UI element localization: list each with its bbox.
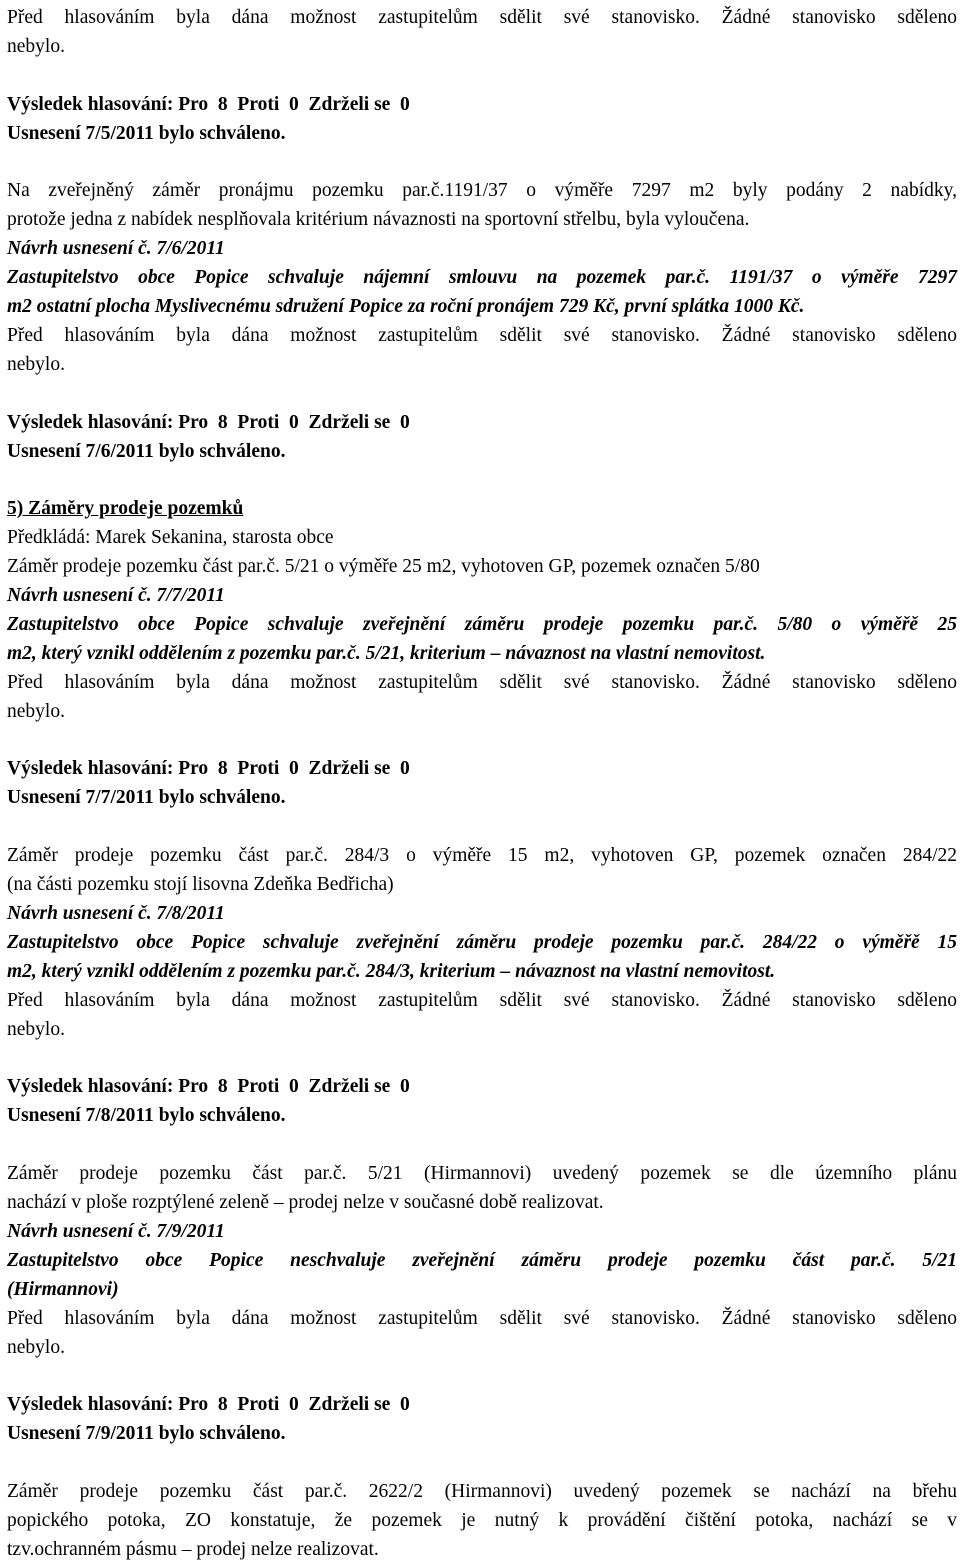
resolution-approved [7, 1420, 957, 1449]
decision-text: (Hirmannovi) [7, 1278, 119, 1300]
resolution-approved [7, 784, 957, 813]
decision-text: Zastupitelstvo obce Popice schvaluje nájemní smlouvu na pozemek par.č. 1191/37 o výměře 7297 [7, 267, 957, 289]
approved-suffix: bylo schváleno. [158, 787, 286, 809]
intro-text: nachází v ploše rozptýlené zeleně – prodej nelze v současné době realizovat. [7, 1192, 604, 1214]
resolution-proposal: Návrh usnesení č. 7/9/2011 [7, 1220, 225, 1242]
intro-text: Záměr prodeje pozemku část par.č. 5/21 o výměře 25 m2, vyhotoven GP, pozemek označen 5/80 [7, 556, 760, 578]
resolution-approved [7, 120, 957, 149]
spacer [7, 62, 957, 91]
spacer [7, 1449, 957, 1478]
spacer [7, 813, 957, 842]
resolution-number: Usnesení 7/9/2011 [7, 1423, 154, 1445]
decision-text: m2 ostatní plocha Myslivecnému sdružení Popice za roční pronájem 729 Kč, první splátka 1000 Kč. [7, 296, 805, 318]
resolution-proposal: Návrh usnesení č. 7/7/2011 [7, 585, 225, 607]
statement-notice-end: nebylo. [7, 353, 65, 375]
decision-text: m2, který vznikl oddělením z pozemku par.č. 284/3, kriterium – návaznost na vlastní nemovitost. [7, 960, 776, 982]
intro-text: (na části pozemku stojí lisovna Zdeňka Bedřicha) [7, 874, 394, 896]
resolution-approved [7, 1102, 957, 1131]
vote-result: Výsledek hlasování: Pro 8 Proti 0 Zdrželi se 0 [7, 758, 410, 780]
resolution-proposal: Návrh usnesení č. 7/6/2011 [7, 238, 225, 260]
spacer [7, 1131, 957, 1160]
statement-notice-end: nebylo. [7, 1336, 65, 1358]
intro-text: tzv.ochranném pásmu – prodej nelze realizovat. [7, 1538, 379, 1560]
approved-suffix: bylo schváleno. [158, 1423, 286, 1445]
spacer [7, 1045, 957, 1074]
resolution-number: Usnesení 7/7/2011 [7, 787, 154, 809]
decision-text: Zastupitelstvo obce Popice neschvaluje zveřejnění záměru prodeje pozemku část par.č. 5/21 [7, 1249, 957, 1271]
intro-text: popického potoka, ZO konstatuje, že pozemek je nutný k provádění čištění potoka, nachází se v [7, 1509, 957, 1531]
statement-notice-end: nebylo. [7, 1018, 65, 1040]
vote-result: Výsledek hlasování: Pro 8 Proti 0 Zdrželi se 0 [7, 1076, 410, 1098]
vote-result: Výsledek hlasování: Pro 8 Proti 0 Zdrželi se 0 [7, 1394, 410, 1416]
spacer [7, 1362, 957, 1391]
decision-text: Zastupitelstvo obce Popice schvaluje zveřejnění záměru prodeje pozemku par.č. 284/22 o výměřě 15 [7, 931, 957, 953]
intro-text: Záměr prodeje pozemku část par.č. 2622/2 (Hirmannovi) uvedený pozemek se nachází na břehu [7, 1481, 957, 1503]
resolution-approved [7, 438, 957, 467]
spacer [7, 380, 957, 409]
vote-result: Výsledek hlasování: Pro 8 Proti 0 Zdrželi se 0 [7, 411, 410, 433]
approved-suffix: bylo schváleno. [158, 1105, 286, 1127]
section-heading: 5) Záměry prodeje pozemků [7, 498, 244, 520]
presenter: Předkládá: Marek Sekanina, starosta obce [7, 527, 334, 549]
intro-text: Záměr prodeje pozemku část par.č. 5/21 (Hirmannovi) uvedený pozemek se dle územního plánu [7, 1163, 957, 1185]
spacer [7, 149, 957, 178]
resolution-number: Usnesení 7/6/2011 [7, 440, 154, 462]
spacer [7, 466, 957, 495]
statement-notice: Před hlasováním byla dána možnost zastupitelům sdělit své stanovisko. Žádné stanovisko sděleno [7, 7, 957, 28]
approved-suffix: bylo schváleno. [158, 440, 286, 462]
statement-notice: Před hlasováním byla dána možnost zastupitelům sdělit své stanovisko. Žádné stanovisko sděleno [7, 1307, 957, 1329]
approved-suffix: bylo schváleno. [158, 122, 286, 144]
statement-notice: Před hlasováním byla dána možnost zastupitelům sdělit své stanovisko. Žádné stanovisko sděleno [7, 989, 957, 1011]
statement-notice: Před hlasováním byla dána možnost zastupitelům sdělit své stanovisko. Žádné stanovisko sděleno [7, 671, 957, 693]
resolution-number: Usnesení 7/5/2011 [7, 122, 154, 144]
meeting-minutes-page [7, 4, 957, 1565]
intro-text: Záměr prodeje pozemku část par.č. 284/3 o výměře 15 m2, vyhotoven GP, pozemek označen 284/22 [7, 845, 957, 867]
intro-text: Na zveřejněný záměr pronájmu pozemku par.č.1191/37 o výměře 7297 m2 byly podány 2 nabídky, [7, 180, 957, 202]
resolution-number: Usnesení 7/8/2011 [7, 1105, 154, 1127]
vote-result: Výsledek hlasování: Pro 8 Proti 0 Zdrželi se 0 [7, 93, 410, 115]
decision-text: Zastupitelstvo obce Popice schvaluje zveřejnění záměru prodeje pozemku par.č. 5/80 o výměřě 25 [7, 613, 957, 635]
statement-notice-end: nebylo. [7, 700, 65, 722]
spacer [7, 727, 957, 756]
resolution-proposal: Návrh usnesení č. 7/8/2011 [7, 903, 225, 924]
statement-notice: Před hlasováním byla dána možnost zastupitelům sdělit své stanovisko. Žádné stanovisko sděleno [7, 324, 957, 346]
decision-text: m2, který vznikl oddělením z pozemku par.č. 5/21, kriterium – návaznost na vlastní nemovitost. [7, 642, 766, 664]
statement-notice-end: nebylo. [7, 35, 65, 57]
intro-text: protože jedna z nabídek nesplňovala kritérium návaznosti na sportovní střelbu, byla vyloučena. [7, 209, 750, 231]
